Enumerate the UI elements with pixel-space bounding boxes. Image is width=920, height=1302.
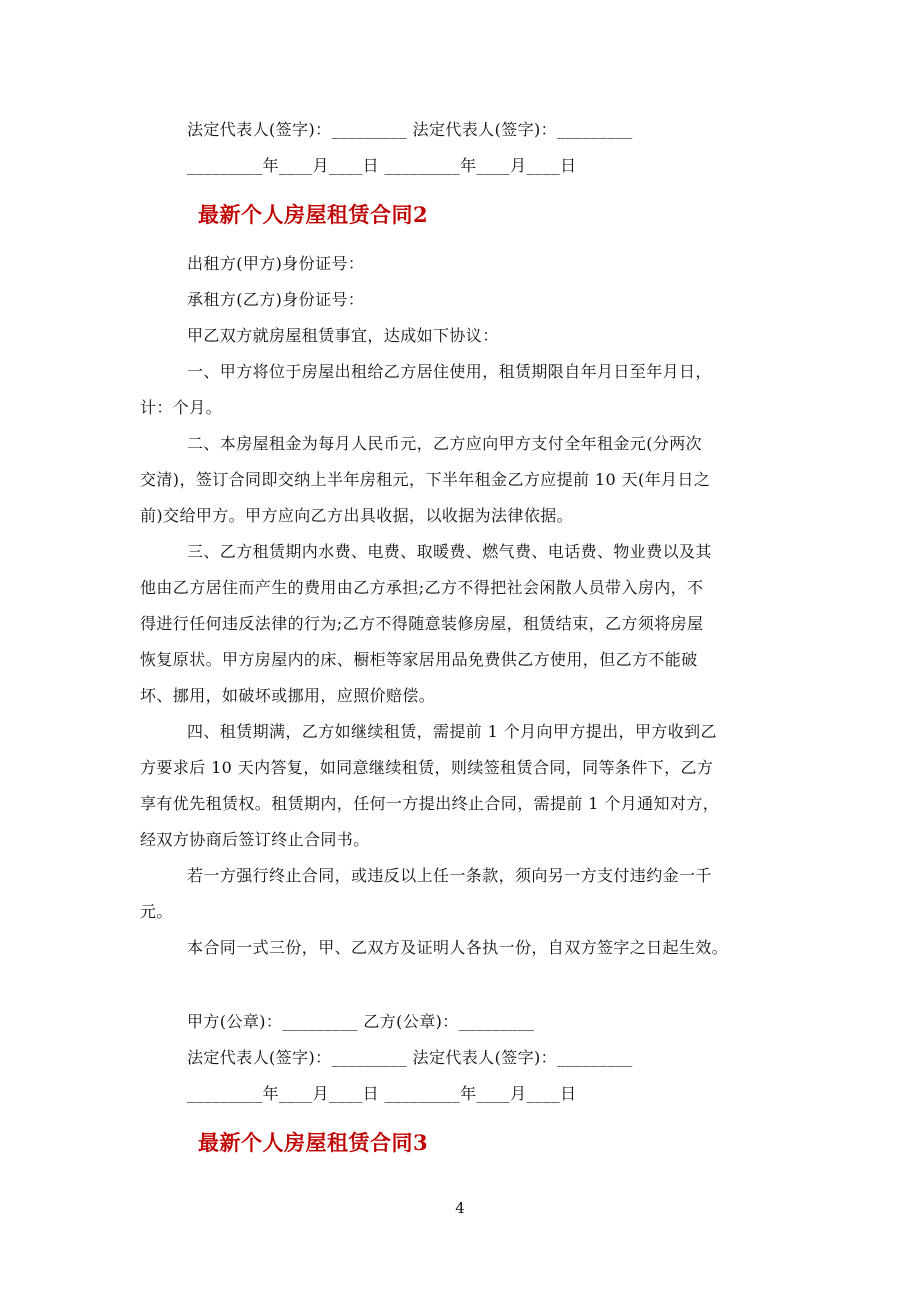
clause-2-line-3: 前)交给甲方。甲方应向乙方出具收据，以收据为法律依据。: [140, 506, 574, 525]
clause-4-line-3: 享有优先租赁权。租赁期内，任何一方提出终止合同，需提前 1 个月通知对方，: [140, 794, 720, 813]
copies-clause: 本合同一式三份，甲、乙双方及证明人各执一份，自双方签字之日起生效。: [187, 938, 729, 957]
date-line: _________年____月____日 _________年____月____日: [187, 156, 577, 175]
clause-1-line-1: 一、甲方将位于房屋出租给乙方居住使用，租赁期限自年月日至年月日，: [187, 362, 712, 381]
legal-rep-signature-line-2: 法定代表人(签字)：_________ 法定代表人(签字)：_________: [187, 1048, 633, 1067]
legal-rep-signature-line: 法定代表人(签字)：_________ 法定代表人(签字)：_________: [187, 120, 633, 139]
clause-4-line-1: 四、租赁期满，乙方如继续租赁，需提前 1 个月向甲方提出，甲方收到乙: [187, 722, 717, 741]
clause-4-line-4: 经双方协商后签订终止合同书。: [140, 830, 370, 849]
clause-3-line-1: 三、乙方租赁期内水费、电费、取暖费、燃气费、电话费、物业费以及其: [187, 542, 712, 561]
penalty-line-2: 元。: [140, 902, 173, 921]
section-heading-2: 最新个人房屋租赁合同2: [198, 202, 429, 227]
clause-3-line-2: 他由乙方居住而产生的费用由乙方承担;乙方不得把社会闲散人员带入房内，不: [140, 578, 704, 597]
section-heading-3: 最新个人房屋租赁合同3: [198, 1130, 429, 1155]
clause-3-line-3: 得进行任何违反法律的行为;乙方不得随意装修房屋，租赁结束，乙方须将房屋: [140, 614, 704, 633]
lessee-id-line: 承租方(乙方)身份证号：: [187, 290, 365, 309]
clause-3-line-5: 坏、挪用，如破坏或挪用，应照价赔偿。: [140, 686, 436, 705]
clause-1-line-2: 计：个月。: [140, 398, 223, 417]
date-line-2: _________年____月____日 _________年____月____日: [187, 1084, 577, 1103]
clause-2-line-1: 二、本房屋租金为每月人民币元，乙方应向甲方支付全年租金元(分两次: [187, 434, 703, 453]
lessor-id-line: 出租方(甲方)身份证号：: [187, 254, 365, 273]
page-number: 4: [455, 1199, 465, 1217]
agreement-intro: 甲乙双方就房屋租赁事宜，达成如下协议：: [187, 326, 499, 345]
seal-line: 甲方(公章)：_________ 乙方(公章)：_________: [187, 1012, 535, 1031]
clause-3-line-4: 恢复原状。甲方房屋内的床、橱柜等家居用品免费供乙方使用，但乙方不能破: [140, 650, 698, 669]
penalty-line-1: 若一方强行终止合同，或违反以上任一条款，须向另一方支付违约金一千: [187, 866, 712, 885]
clause-4-line-2: 方要求后 10 天内答复，如同意继续租赁，则续签租赁合同，同等条件下，乙方: [140, 758, 714, 777]
clause-2-line-2: 交清)，签订合同即交纳上半年房租元，下半年租金乙方应提前 10 天(年月日之: [140, 470, 711, 489]
